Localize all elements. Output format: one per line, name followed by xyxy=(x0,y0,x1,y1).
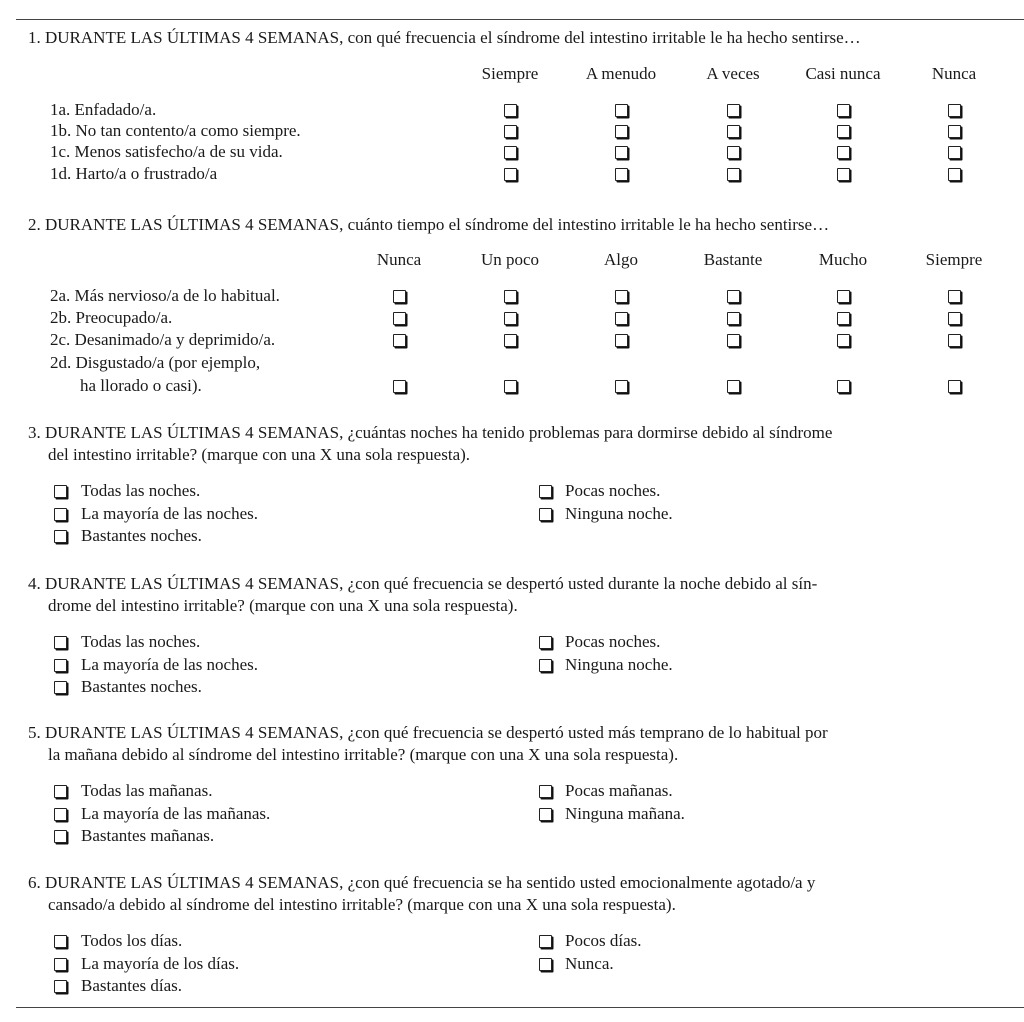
q2-checkbox[interactable] xyxy=(837,380,850,393)
q5-option-label: Ninguna mañana. xyxy=(565,803,685,823)
q5-option-checkbox[interactable] xyxy=(539,808,552,821)
q3-option-checkbox[interactable] xyxy=(54,530,67,543)
q1-checkbox[interactable] xyxy=(615,146,628,159)
top-rule xyxy=(16,19,1024,20)
q2-column-header: Nunca xyxy=(376,250,422,269)
q2-checkbox[interactable] xyxy=(837,290,850,303)
q5-option-checkbox[interactable] xyxy=(539,785,552,798)
q1-checkbox[interactable] xyxy=(727,104,740,117)
q2-item-label: 2a. Más nervioso/a de lo habitual. xyxy=(50,286,280,305)
q4-option-label: Ninguna noche. xyxy=(565,654,673,674)
q3-option-checkbox[interactable] xyxy=(54,485,67,498)
q3-option-checkbox[interactable] xyxy=(539,485,552,498)
question-3-title-cont: del intestino irritable? (marque con una X una sola respuesta). xyxy=(48,445,471,464)
q1-checkbox[interactable] xyxy=(948,104,961,117)
q2-checkbox[interactable] xyxy=(615,312,628,325)
question-2-title: 2. DURANTE LAS ÚLTIMAS 4 SEMANAS, cuánto tiempo el síndrome del intestino irritable le ha hecho sentirse… xyxy=(28,215,830,234)
q2-column-header: Mucho xyxy=(818,250,868,269)
question-6-title: 6. DURANTE LAS ÚLTIMAS 4 SEMANAS, ¿con qué frecuencia se ha sentido usted emocionalmente agotado/a y xyxy=(28,873,816,892)
q1-column-header: A menudo xyxy=(585,64,657,83)
q1-checkbox[interactable] xyxy=(504,168,517,181)
q6-option-label: Bastantes días. xyxy=(81,976,183,995)
q1-checkbox[interactable] xyxy=(948,168,961,181)
q4-option-label: Bastantes noches. xyxy=(81,677,202,696)
q2-item-label: 2c. Desanimado/a y deprimido/a. xyxy=(50,330,276,349)
q6-option-label: Nunca. xyxy=(565,953,614,973)
question-5-title-cont: la mañana debido al síndrome del intestino irritable? (marque con una X una sola respuesta). xyxy=(48,745,679,764)
q1-checkbox[interactable] xyxy=(504,104,517,117)
q2-column-header: Bastante xyxy=(703,250,763,269)
q5-option-label: Todas las mañanas. xyxy=(81,781,213,800)
q4-option-checkbox[interactable] xyxy=(539,636,552,649)
q1-item-label: 1d. Harto/a o frustrado/a xyxy=(50,164,218,183)
q5-option-checkbox[interactable] xyxy=(54,830,67,843)
q1-checkbox[interactable] xyxy=(837,104,850,117)
question-4-title-cont: drome del intestino irritable? (marque con una X una sola respuesta). xyxy=(48,596,518,615)
q4-option-checkbox[interactable] xyxy=(54,681,67,694)
q2-checkbox[interactable] xyxy=(615,290,628,303)
q2-checkbox[interactable] xyxy=(504,380,517,393)
q2-checkbox[interactable] xyxy=(727,334,740,347)
q3-option-label: Pocas noches. xyxy=(565,481,661,500)
q3-option-label: Bastantes noches. xyxy=(81,526,202,545)
bottom-rule xyxy=(16,1007,1024,1008)
q6-option-label: La mayoría de los días. xyxy=(81,953,240,973)
q4-option-checkbox[interactable] xyxy=(54,636,67,649)
q1-checkbox[interactable] xyxy=(727,168,740,181)
q6-option-checkbox[interactable] xyxy=(539,958,552,971)
q5-option-label: Bastantes mañanas. xyxy=(81,826,215,845)
q1-checkbox[interactable] xyxy=(727,146,740,159)
q1-checkbox[interactable] xyxy=(837,125,850,138)
q1-checkbox[interactable] xyxy=(727,125,740,138)
q1-checkbox[interactable] xyxy=(504,146,517,159)
question-5-title: 5. DURANTE LAS ÚLTIMAS 4 SEMANAS, ¿con qué frecuencia se despertó usted más temprano de lo habitual por xyxy=(28,723,828,742)
q1-checkbox[interactable] xyxy=(615,125,628,138)
q6-option-checkbox[interactable] xyxy=(54,958,67,971)
q2-item-label: 2b. Preocupado/a. xyxy=(50,308,173,327)
q1-checkbox[interactable] xyxy=(837,168,850,181)
q1-checkbox[interactable] xyxy=(948,125,961,138)
q2-column-header: Algo xyxy=(604,250,638,269)
q2-checkbox[interactable] xyxy=(948,380,961,393)
q4-option-checkbox[interactable] xyxy=(539,659,552,672)
q4-option-label: Pocas noches. xyxy=(565,632,661,651)
q5-option-label: Pocas mañanas. xyxy=(565,781,673,800)
q5-option-checkbox[interactable] xyxy=(54,785,67,798)
q3-option-label: La mayoría de las noches. xyxy=(81,503,259,523)
q2-column-header: Un poco xyxy=(480,250,540,269)
q2-checkbox[interactable] xyxy=(615,334,628,347)
q2-checkbox[interactable] xyxy=(393,290,406,303)
question-3-title: 3. DURANTE LAS ÚLTIMAS 4 SEMANAS, ¿cuántas noches ha tenido problemas para dormirse debido al síndrome xyxy=(28,423,833,442)
q2-checkbox[interactable] xyxy=(727,380,740,393)
q3-option-label: Ninguna noche. xyxy=(565,503,673,523)
q1-checkbox[interactable] xyxy=(615,168,628,181)
q2-checkbox[interactable] xyxy=(727,290,740,303)
q1-item-label: 1b. No tan contento/a como siempre. xyxy=(50,121,301,140)
q1-column-header: Siempre xyxy=(481,64,539,83)
q1-checkbox[interactable] xyxy=(948,146,961,159)
q1-checkbox[interactable] xyxy=(615,104,628,117)
q2-checkbox[interactable] xyxy=(948,290,961,303)
q3-option-checkbox[interactable] xyxy=(54,508,67,521)
q2-checkbox[interactable] xyxy=(393,380,406,393)
q6-option-checkbox[interactable] xyxy=(54,980,67,993)
q2-item-label: ha llorado o casi). xyxy=(80,376,202,395)
q2-item-label: 2d. Disgustado/a (por ejemplo, xyxy=(50,353,261,372)
q5-option-checkbox[interactable] xyxy=(54,808,67,821)
q1-checkbox[interactable] xyxy=(837,146,850,159)
question-4-title: 4. DURANTE LAS ÚLTIMAS 4 SEMANAS, ¿con qué frecuencia se despertó usted durante la noche debido al sín- xyxy=(28,574,818,593)
q4-option-label: La mayoría de las noches. xyxy=(81,654,259,674)
q6-option-checkbox[interactable] xyxy=(539,935,552,948)
q1-column-header: Casi nunca xyxy=(805,64,881,83)
q2-checkbox[interactable] xyxy=(504,290,517,303)
question-6-title-cont: cansado/a debido al síndrome del intestino irritable? (marque con una X una sola respuesta). xyxy=(48,895,676,914)
q1-column-header: A veces xyxy=(706,64,760,83)
q1-item-label: 1a. Enfadado/a. xyxy=(50,100,157,119)
q2-checkbox[interactable] xyxy=(948,312,961,325)
q2-column-header: Siempre xyxy=(925,250,983,269)
q5-option-label: La mayoría de las mañanas. xyxy=(81,803,271,823)
q2-checkbox[interactable] xyxy=(615,380,628,393)
q2-checkbox[interactable] xyxy=(837,334,850,347)
q2-checkbox[interactable] xyxy=(504,334,517,347)
q4-option-label: Todas las noches. xyxy=(81,632,201,651)
q1-item-label: 1c. Menos satisfecho/a de su vida. xyxy=(50,142,283,161)
q2-checkbox[interactable] xyxy=(393,334,406,347)
q3-option-label: Todas las noches. xyxy=(81,481,201,500)
q6-option-label: Pocos días. xyxy=(565,931,642,950)
q6-option-checkbox[interactable] xyxy=(54,935,67,948)
q3-option-checkbox[interactable] xyxy=(539,508,552,521)
q4-option-checkbox[interactable] xyxy=(54,659,67,672)
q2-checkbox[interactable] xyxy=(837,312,850,325)
question-1-title: 1. DURANTE LAS ÚLTIMAS 4 SEMANAS, con qué frecuencia el síndrome del intestino irritable le ha hecho sentirse… xyxy=(28,28,861,47)
q2-checkbox[interactable] xyxy=(727,312,740,325)
q1-checkbox[interactable] xyxy=(504,125,517,138)
q2-checkbox[interactable] xyxy=(393,312,406,325)
q1-column-header: Nunca xyxy=(931,64,977,83)
q2-checkbox[interactable] xyxy=(948,334,961,347)
q2-checkbox[interactable] xyxy=(504,312,517,325)
q6-option-label: Todos los días. xyxy=(81,931,183,950)
